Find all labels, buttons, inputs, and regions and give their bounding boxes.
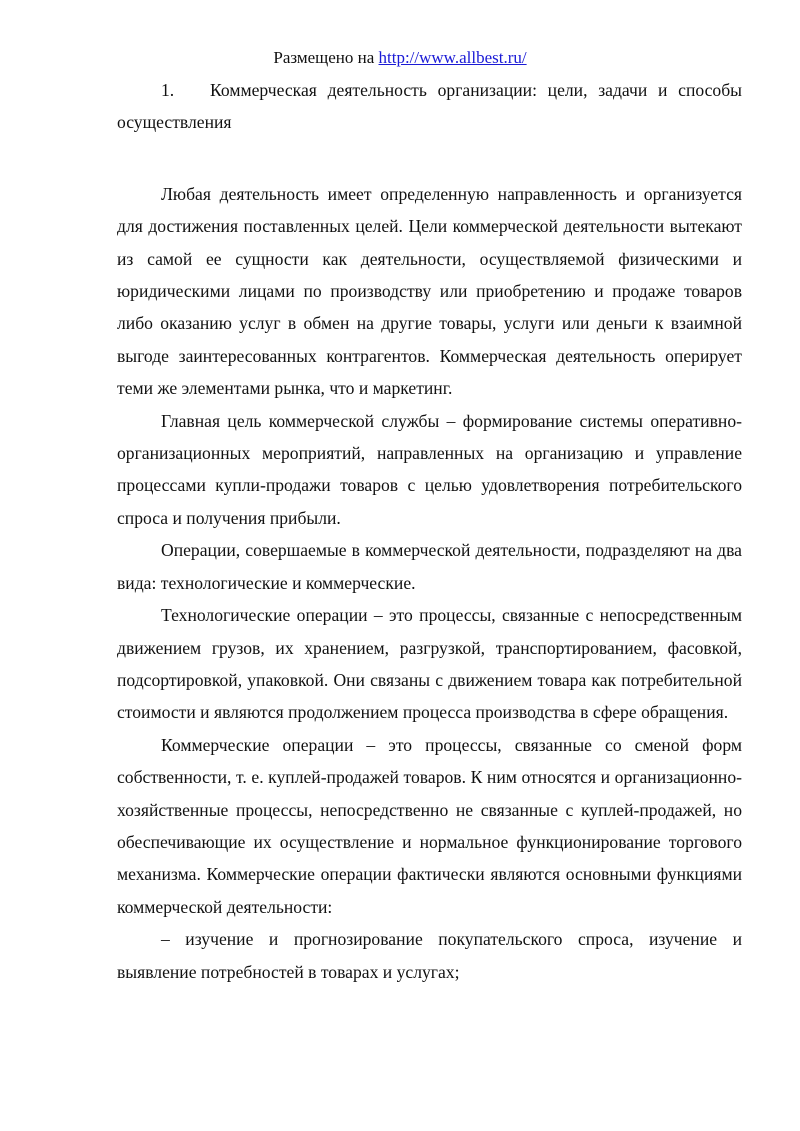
paragraph-3: Операции, совершаемые в коммерческой деятельности, подразделяют на два вида: технологические и коммерческие. — [117, 540, 742, 593]
list-item-1: – изучение и прогнозирование покупательского спроса, изучение и выявление потребностей в товарах и услугах; — [117, 929, 742, 982]
header-prefix: Размещено на — [273, 48, 379, 67]
section-title-line1: Коммерческая деятельность организации: цели, задачи и способы — [210, 80, 742, 100]
source-link[interactable]: http://www.allbest.ru/ — [378, 48, 527, 67]
document-body — [117, 74, 742, 988]
section-title-line2: осуществления — [117, 112, 232, 133]
page-header — [0, 47, 800, 69]
heading-spacer — [117, 139, 742, 178]
paragraph-2: Главная цель коммерческой службы – формирование системы оперативно-организационных мероприятий, направленных на организацию и управление процессами купли-продажи товаров с целью удовлетворения потребительского спроса и получения прибыли. — [117, 410, 742, 528]
paragraph-5: Коммерческие операции – это процессы, связанные со сменой форм собственности, т. е. куплей-продажей товаров. К ним относятся и организационно-хозяйственные процессы, непосредственно не связанные с куплей-продажей, но обеспечивающие их осуществление и нормальное функционирование торгового механизма. Коммерческие операции фактически являются основными функциями коммерческой деятельности: — [117, 734, 742, 917]
section-heading — [161, 74, 742, 106]
paragraph-1: Любая деятельность имеет определенную направленность и организуется для достижения поставленных целей. Цели коммерческой деятельности вытекают из самой ее сущности как деятельности, осуществляемой физическими и юридическими лицами по производству или приобретению и продаже товаров либо оказанию услуг в обмен на другие товары, услуги или деньги к взаимной выгоде заинтересованных контрагентов. Коммерческая деятельность оперирует теми же элементами рынка, что и маркетинг. — [117, 183, 742, 399]
paragraph-4: Технологические операции – это процессы, связанные с непосредственным движением грузов, их хранением, разгрузкой, транспортированием, фасовкой, подсортировкой, упаковкой. Они связаны с движением товара как потребительной стоимости и являются продолжением процесса производства в сфере обращения. — [117, 605, 742, 723]
section-number: 1. — [161, 80, 175, 100]
